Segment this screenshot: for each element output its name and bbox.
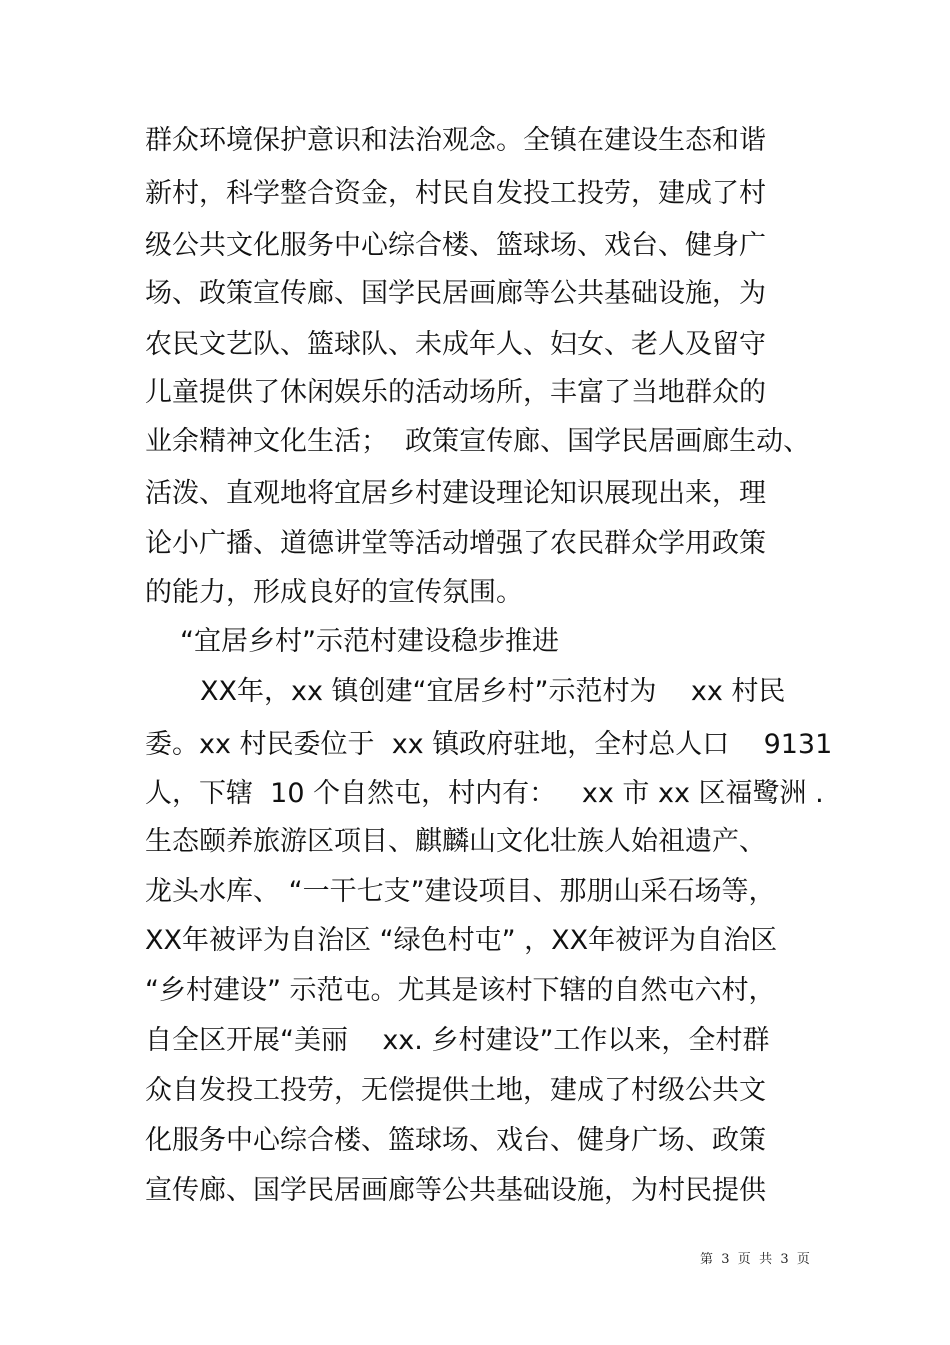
- body-text-line: 生态颐养旅游区项目、麒麟山文化壮族人始祖遗产、: [145, 826, 766, 857]
- body-text-line: 农民文艺队、篮球队、未成年人、妇女、老人及留守: [145, 329, 766, 360]
- body-text-line: 业余精神文化生活； 政策宣传廊、国学民居画廊生动、: [145, 426, 811, 457]
- body-text-line: 众自发投工投劳，无偿提供土地，建成了村级公共文: [145, 1075, 766, 1106]
- body-text-line: 人，下辖 10 个自然屯，村内有： xx 市 xx 区福鹭洲 .: [145, 778, 824, 809]
- page-number-footer: 第 3 页 共 3 页: [700, 1252, 810, 1267]
- body-text-line: 新村，科学整合资金，村民自发投工投劳，建成了村: [145, 178, 766, 209]
- body-text-line: 的能力，形成良好的宣传氛围。: [145, 577, 523, 608]
- section-heading: “宜居乡村”示范村建设稳步推进: [180, 626, 559, 657]
- body-text-line: 群众环境保护意识和法治观念。全镇在建设生态和谐: [145, 125, 766, 156]
- body-text-line: 场、政策宣传廊、国学民居画廊等公共基础设施，为: [145, 278, 766, 309]
- body-text-line: XX年被评为自治区 “绿色村屯” ，XX年被评为自治区: [145, 925, 778, 956]
- body-text-line: 化服务中心综合楼、篮球场、戏台、健身广场、政策: [145, 1125, 766, 1156]
- body-text-line: 龙头水库、 “一干七支”建设项目、那朋山采石场等，: [145, 876, 776, 907]
- body-text-line: “乡村建设” 示范屯。尤其是该村下辖的自然屯六村，: [145, 975, 776, 1006]
- body-text-line: 委。xx 村民委位于 xx 镇政府驻地，全村总人口 9131: [145, 729, 833, 760]
- body-text-line: 宣传廊、国学民居画廊等公共基础设施，为村民提供: [145, 1175, 766, 1206]
- body-text-line: 儿童提供了休闲娱乐的活动场所，丰富了当地群众的: [145, 377, 766, 408]
- body-text-line: XX年，xx 镇创建“宜居乡村”示范村为 xx 村民: [200, 676, 786, 707]
- body-text-line: 活泼、直观地将宜居乡村建设理论知识展现出来，理: [145, 478, 766, 509]
- body-text-line: 自全区开展“美丽 xx. 乡村建设”工作以来，全村群: [145, 1025, 770, 1056]
- body-text-line: 论小广播、道德讲堂等活动增强了农民群众学用政策: [145, 528, 766, 559]
- body-text-line: 级公共文化服务中心综合楼、篮球场、戏台、健身广: [145, 230, 766, 261]
